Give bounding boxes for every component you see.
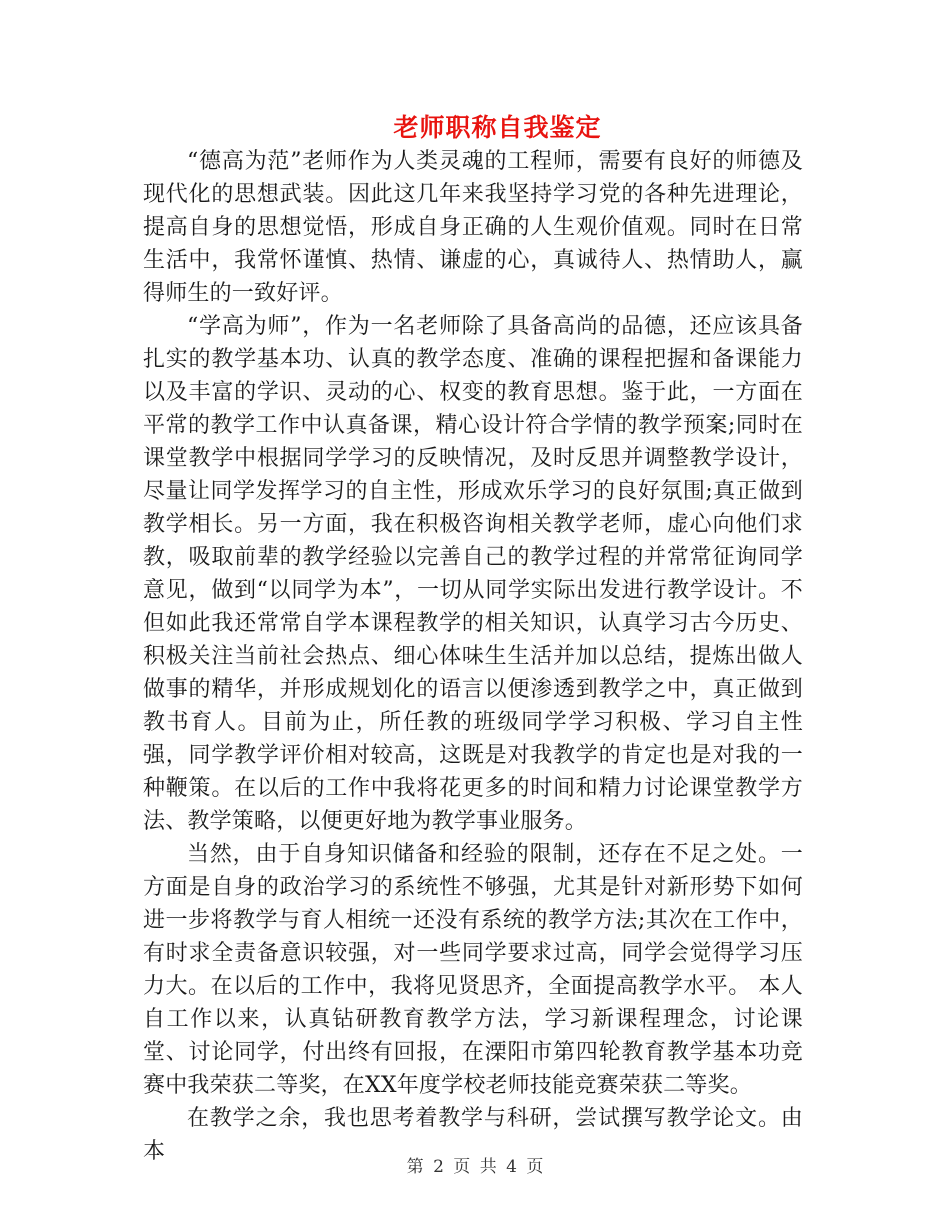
- document-title: 老师职称自我鉴定: [393, 113, 602, 142]
- paragraph-2: “学高为师”，作为一名老师除了具备高尚的品德，还应该具备扎实的教学基本功、认真的教学态度、准确的课程把握和备课能力以及丰富的学识、灵动的心、权变的教育思想。鉴于此，一方面在平常的教学工作中认真备课，精心设计符合学情的教学预案;同时在课堂教学中根据同学学习的反映情况，及时反思并调整教学设计，尽量让同学发挥学习的自主性，形成欢乐学习的良好氛围;真正做到教学相长。另一方面，我在积极咨询相关教学老师，虚心向他们求教，吸取前辈的教学经验以完善自己的教学过程的并常常征询同学意见，做到“以同学为本”，一切从同学实际出发进行教学设计。不但如此我还常常自学本课程教学的相关知识，认真学习古今历史、积极关注当前社会热点、细心体味生生活并加以总结，提炼出做人做事的精华，并形成规划化的语言以便渗透到教学之中，真正做到教书育人。目前为止，所任教的班级同学学习积极、学习自主性强，同学教学评价相对较高，这既是对我教学的肯定也是对我的一种鞭策。在以后的工作中我将花更多的时间和精力讨论课堂教学方法、教学策略，以便更好地为教学事业服务。: [143, 314, 803, 834]
- paragraph-3: 当然，由于自身知识储备和经验的限制，还存在不足之处。一方面是自身的政治学习的系统性不够强，尤其是针对新形势下如何进一步将教学与育人相统一还没有系统的教学方法;其次在工作中，有时求全责备意识较强，对一些同学要求过高，同学会觉得学习压力大。在以后的工作中，我将见贤思齐，全面提高教学水平。 本人自工作以来，认真钻研教育教学方法，学习新课程理念，讨论课堂、讨论同学，付出终有回报，在溧阳市第四轮教育教学基本功竞赛中我荣获二等奖，在XX年度学校老师技能竞赛荣获二等奖。: [143, 842, 803, 1098]
- page-footer: 第 2 页 共 4 页: [406, 1157, 544, 1177]
- paragraph-4: 在教学之余，我也思考着教学与科研，尝试撰写教学论文。由本: [143, 1106, 803, 1164]
- paragraph-1: “德高为范”老师作为人类灵魂的工程师，需要有良好的师德及现代化的思想武装。因此这几年来我坚持学习党的各种先进理论，提高自身的思想觉悟，形成自身正确的人生观价值观。同时在日常生活中，我常怀谨慎、热情、谦虚的心，真诚待人、热情助人，赢得师生的一致好评。: [143, 149, 803, 306]
- document-body: [143, 145, 803, 1168]
